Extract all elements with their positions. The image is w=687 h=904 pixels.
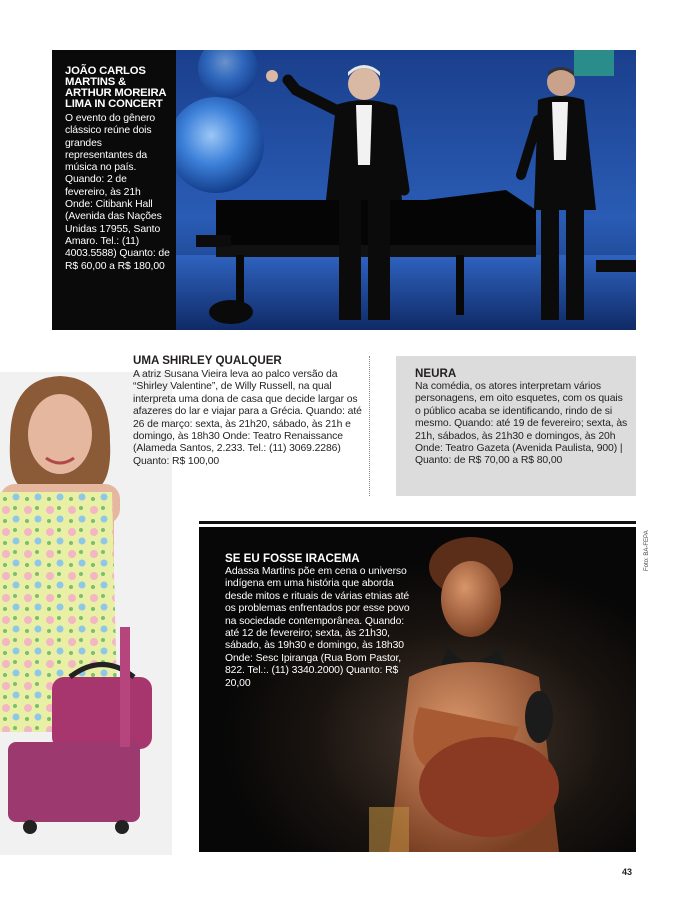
iracema-title: SE EU FOSSE IRACEMA (225, 552, 360, 565)
page-number: 43 (622, 867, 633, 877)
concert-article (65, 66, 171, 273)
concert-title: JOÃO CARLOS MARTINS & ARTHUR MOREIRA LIMA IN CONCERT (65, 65, 166, 110)
concert-photo (176, 50, 636, 330)
photo-credit (644, 529, 654, 574)
shirley-title: UMA SHIRLEY QUALQUER (133, 354, 282, 367)
iracema-top-rule (199, 521, 636, 524)
iracema-body: Adassa Martins põe em cena o universo indígena em uma história que aborda desde mitos e rituais de várias etnias até os problemas enfrentados por esse povo na sociedade contemporânea. Quando: até 12 de fevereiro; sexta, às 21h30, sábado, às 19h30 e domingo, às 18h30 Onde: Sesc Ipiranga (Rua Bom Pastor, 822. Tel.:. (11) 3340.2000) Quanto: R$ 20,00 (225, 566, 410, 689)
neura-article (415, 367, 630, 468)
shirley-article (133, 354, 365, 468)
concert-body: O evento do gênero clássico reúne dois grandes representantes da música no país. Quando: 2 de fevereiro, às 21h Onde: Citibank Hall (Avenida das Nações Unidas 17955, Santo Amaro. Tel.: (11) 4003.5588) Quanto: de R$ 60,00 a R$ 180,00 (65, 113, 170, 272)
iracema-article (225, 552, 410, 690)
shirley-body: A atriz Susana Vieira leva ao palco versão da “Shirley Valentine”, de Willy Russell, na qual interpreta uma dona de casa que decide largar os afazeres do lar e viajar para a Grécia. Quando: até 26 de março: sexta, às 21h20, sábado, às 21h e domingo, às 18h30 Onde: Teatro Renaissance (Alameda Santos, 2.233. Tel.: (11) 3069.2286) Quanto: R$ 100,00 (133, 369, 362, 467)
neura-title: NEURA (415, 367, 457, 380)
column-divider (369, 356, 370, 496)
photo-credit-text: Foto: BA-FEPA (644, 530, 650, 571)
neura-body: Na comédia, os atores interpretam vários personagens, em oito esquetes, com os quais o público acaba se identificando, rindo de si mesmo. Quando: até 19 de fevereiro; sexta, às 21h, sábados, às 21h30 e domingos, às 20h Onde: Teatro Gazeta (Avenida Paulista, 900) | Quanto: de R$ 70,00 a R$ 80,00 (415, 381, 628, 467)
